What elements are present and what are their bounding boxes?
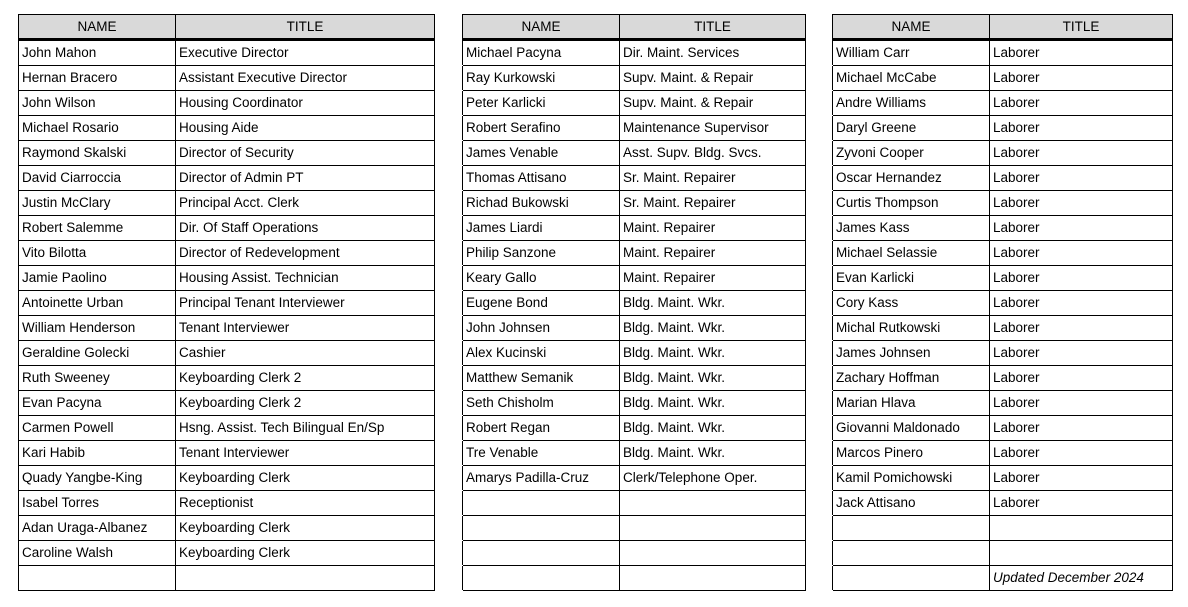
employee-name-cell: James Venable xyxy=(463,141,620,166)
employee-title-cell: Laborer xyxy=(990,341,1173,366)
employee-name-cell: Giovanni Maldonado xyxy=(833,416,990,441)
column-gap xyxy=(435,191,463,216)
employee-name-cell: John Mahon xyxy=(19,40,176,66)
column-gap xyxy=(435,491,463,516)
employee-name-cell: Carmen Powell xyxy=(19,416,176,441)
table-row xyxy=(19,266,1173,291)
column-gap xyxy=(806,541,833,566)
employee-title-cell: Laborer xyxy=(990,166,1173,191)
column-gap xyxy=(435,216,463,241)
employee-name-cell: Vito Bilotta xyxy=(19,241,176,266)
employee-title-cell: Asst. Supv. Bldg. Svcs. xyxy=(620,141,806,166)
column-gap xyxy=(806,316,833,341)
header-name-col-2: NAME xyxy=(463,15,620,40)
employee-name-cell: Michael McCabe xyxy=(833,66,990,91)
employee-name-cell: Kari Habib xyxy=(19,441,176,466)
column-gap xyxy=(435,566,463,591)
column-gap xyxy=(435,416,463,441)
table-row xyxy=(19,391,1173,416)
employee-name-cell: Jamie Paolino xyxy=(19,266,176,291)
employee-title-cell: Laborer xyxy=(990,366,1173,391)
employee-name-cell: Geraldine Golecki xyxy=(19,341,176,366)
employee-name-cell: Seth Chisholm xyxy=(463,391,620,416)
table-row xyxy=(19,141,1173,166)
employee-title-cell: Laborer xyxy=(990,416,1173,441)
employee-name-cell: Matthew Semanik xyxy=(463,366,620,391)
employee-name-cell xyxy=(19,566,176,591)
employee-name-cell: Robert Serafino xyxy=(463,116,620,141)
employee-title-cell: Assistant Executive Director xyxy=(176,66,435,91)
column-gap xyxy=(435,40,463,66)
employee-title-cell: Executive Director xyxy=(176,40,435,66)
column-gap xyxy=(806,216,833,241)
table-row xyxy=(19,316,1173,341)
table-row xyxy=(19,441,1173,466)
employee-name-cell: Zachary Hoffman xyxy=(833,366,990,391)
employee-title-cell: Sr. Maint. Repairer xyxy=(620,191,806,216)
employee-title-cell: Laborer xyxy=(990,141,1173,166)
column-gap xyxy=(435,466,463,491)
column-gap xyxy=(806,516,833,541)
employee-name-cell: Alex Kucinski xyxy=(463,341,620,366)
employee-name-cell: Tre Venable xyxy=(463,441,620,466)
column-gap xyxy=(806,566,833,591)
employee-name-cell: Hernan Bracero xyxy=(19,66,176,91)
column-gap xyxy=(806,91,833,116)
column-gap xyxy=(435,291,463,316)
column-gap xyxy=(806,40,833,66)
column-gap xyxy=(435,15,463,40)
employee-title-cell: Bldg. Maint. Wkr. xyxy=(620,316,806,341)
employee-title-cell: Maint. Repairer xyxy=(620,241,806,266)
employee-name-cell: James Liardi xyxy=(463,216,620,241)
column-gap xyxy=(435,391,463,416)
employee-title-cell: Dir. Maint. Services xyxy=(620,40,806,66)
employee-title-cell xyxy=(990,516,1173,541)
employee-title-cell: Keyboarding Clerk xyxy=(176,466,435,491)
employee-title-cell: Director of Admin PT xyxy=(176,166,435,191)
employee-title-cell: Hsng. Assist. Tech Bilingual En/Sp xyxy=(176,416,435,441)
employee-name-cell xyxy=(463,541,620,566)
column-gap xyxy=(435,166,463,191)
employee-name-cell: Jack Attisano xyxy=(833,491,990,516)
column-gap xyxy=(435,141,463,166)
column-gap xyxy=(435,266,463,291)
employee-title-cell: Keyboarding Clerk xyxy=(176,541,435,566)
employee-title-cell: Tenant Interviewer xyxy=(176,441,435,466)
employee-name-cell: Ruth Sweeney xyxy=(19,366,176,391)
employee-title-cell: Laborer xyxy=(990,466,1173,491)
employee-name-cell: William Henderson xyxy=(19,316,176,341)
employee-name-cell xyxy=(833,566,990,591)
table-row xyxy=(19,191,1173,216)
employee-title-cell: Bldg. Maint. Wkr. xyxy=(620,391,806,416)
column-gap xyxy=(806,466,833,491)
employee-name-cell: Peter Karlicki xyxy=(463,91,620,116)
table-row xyxy=(19,341,1173,366)
column-gap xyxy=(435,91,463,116)
employee-title-cell: Laborer xyxy=(990,216,1173,241)
column-gap xyxy=(806,366,833,391)
table-row xyxy=(19,541,1173,566)
employee-title-cell: Laborer xyxy=(990,266,1173,291)
employee-name-cell: Daryl Greene xyxy=(833,116,990,141)
header-title-col-1: TITLE xyxy=(176,15,435,40)
employee-name-cell: Robert Regan xyxy=(463,416,620,441)
column-gap xyxy=(806,341,833,366)
column-gap xyxy=(435,116,463,141)
table-row xyxy=(19,241,1173,266)
employee-title-cell: Housing Assist. Technician xyxy=(176,266,435,291)
employee-title-cell xyxy=(620,566,806,591)
employee-title-cell: Laborer xyxy=(990,91,1173,116)
employee-title-cell: Bldg. Maint. Wkr. xyxy=(620,291,806,316)
employee-title-cell: Laborer xyxy=(990,40,1173,66)
column-gap xyxy=(806,441,833,466)
employee-name-cell: Keary Gallo xyxy=(463,266,620,291)
employee-name-cell: Caroline Walsh xyxy=(19,541,176,566)
employee-name-cell: Quady Yangbe-King xyxy=(19,466,176,491)
employee-title-cell: Laborer xyxy=(990,491,1173,516)
employee-name-cell: Evan Karlicki xyxy=(833,266,990,291)
table-row xyxy=(19,466,1173,491)
employee-title-cell: Cashier xyxy=(176,341,435,366)
employee-name-cell: Thomas Attisano xyxy=(463,166,620,191)
column-gap xyxy=(435,516,463,541)
column-gap xyxy=(806,291,833,316)
employee-name-cell: Raymond Skalski xyxy=(19,141,176,166)
column-gap xyxy=(806,141,833,166)
column-gap xyxy=(435,66,463,91)
employee-title-cell: Principal Tenant Interviewer xyxy=(176,291,435,316)
column-gap xyxy=(806,15,833,40)
employee-title-cell: Bldg. Maint. Wkr. xyxy=(620,366,806,391)
column-gap xyxy=(806,66,833,91)
employee-title-cell: Laborer xyxy=(990,316,1173,341)
column-gap xyxy=(806,416,833,441)
employee-name-cell: Kamil Pomichowski xyxy=(833,466,990,491)
employee-name-cell: Oscar Hernandez xyxy=(833,166,990,191)
employee-name-cell xyxy=(833,516,990,541)
employee-title-cell: Housing Coordinator xyxy=(176,91,435,116)
employee-name-cell: Zyvoni Cooper xyxy=(833,141,990,166)
employee-name-cell: Isabel Torres xyxy=(19,491,176,516)
column-gap xyxy=(806,166,833,191)
employee-name-cell: John Wilson xyxy=(19,91,176,116)
employee-name-cell: John Johnsen xyxy=(463,316,620,341)
employee-title-cell: Keyboarding Clerk 2 xyxy=(176,391,435,416)
employee-title-cell: Tenant Interviewer xyxy=(176,316,435,341)
table-row xyxy=(19,366,1173,391)
staff-roster-table xyxy=(18,14,1173,591)
roster-body xyxy=(19,40,1173,591)
employee-name-cell: Michael Rosario xyxy=(19,116,176,141)
employee-title-cell: Maint. Repairer xyxy=(620,216,806,241)
employee-name-cell: Antoinette Urban xyxy=(19,291,176,316)
employee-name-cell: Robert Salemme xyxy=(19,216,176,241)
employee-title-cell xyxy=(620,491,806,516)
column-gap xyxy=(806,191,833,216)
header-row xyxy=(19,15,1173,40)
table-row xyxy=(19,116,1173,141)
header-name-col-1: NAME xyxy=(19,15,176,40)
employee-title-cell: Receptionist xyxy=(176,491,435,516)
employee-name-cell: Philip Sanzone xyxy=(463,241,620,266)
column-gap xyxy=(435,441,463,466)
employee-title-cell xyxy=(990,541,1173,566)
employee-name-cell: Justin McClary xyxy=(19,191,176,216)
employee-name-cell: Andre Williams xyxy=(833,91,990,116)
column-gap xyxy=(806,116,833,141)
table-row xyxy=(19,40,1173,66)
employee-name-cell: Amarys Padilla-Cruz xyxy=(463,466,620,491)
employee-name-cell: Cory Kass xyxy=(833,291,990,316)
employee-title-cell: Sr. Maint. Repairer xyxy=(620,166,806,191)
employee-title-cell: Maintenance Supervisor xyxy=(620,116,806,141)
employee-title-cell: Dir. Of Staff Operations xyxy=(176,216,435,241)
employee-title-cell: Clerk/Telephone Oper. xyxy=(620,466,806,491)
employee-title-cell: Housing Aide xyxy=(176,116,435,141)
employee-title-cell: Laborer xyxy=(990,191,1173,216)
employee-title-cell: Supv. Maint. & Repair xyxy=(620,91,806,116)
employee-title-cell: Principal Acct. Clerk xyxy=(176,191,435,216)
employee-title-cell: Laborer xyxy=(990,241,1173,266)
column-gap xyxy=(806,266,833,291)
column-gap xyxy=(806,391,833,416)
column-gap xyxy=(435,541,463,566)
table-row xyxy=(19,566,1173,591)
employee-name-cell: Evan Pacyna xyxy=(19,391,176,416)
table-row xyxy=(19,516,1173,541)
employee-name-cell: William Carr xyxy=(833,40,990,66)
employee-name-cell: James Johnsen xyxy=(833,341,990,366)
column-gap xyxy=(806,491,833,516)
table-row xyxy=(19,416,1173,441)
employee-title-cell: Laborer xyxy=(990,441,1173,466)
table-row xyxy=(19,166,1173,191)
employee-name-cell: Richad Bukowski xyxy=(463,191,620,216)
employee-name-cell: Ray Kurkowski xyxy=(463,66,620,91)
employee-title-cell: Laborer xyxy=(990,391,1173,416)
table-row xyxy=(19,491,1173,516)
column-gap xyxy=(806,241,833,266)
employee-name-cell: Eugene Bond xyxy=(463,291,620,316)
employee-title-cell: Laborer xyxy=(990,291,1173,316)
employee-title-cell: Keyboarding Clerk 2 xyxy=(176,366,435,391)
employee-name-cell: Michal Rutkowski xyxy=(833,316,990,341)
employee-title-cell: Laborer xyxy=(990,66,1173,91)
employee-title-cell: Supv. Maint. & Repair xyxy=(620,66,806,91)
table-row xyxy=(19,91,1173,116)
header-name-col-3: NAME xyxy=(833,15,990,40)
employee-name-cell: David Ciarroccia xyxy=(19,166,176,191)
employee-name-cell xyxy=(463,491,620,516)
column-gap xyxy=(435,241,463,266)
employee-name-cell xyxy=(833,541,990,566)
employee-name-cell: Marcos Pinero xyxy=(833,441,990,466)
table-row xyxy=(19,291,1173,316)
employee-title-cell: Director of Security xyxy=(176,141,435,166)
employee-title-cell: Maint. Repairer xyxy=(620,266,806,291)
column-gap xyxy=(435,316,463,341)
employee-title-cell xyxy=(620,541,806,566)
employee-name-cell: Curtis Thompson xyxy=(833,191,990,216)
employee-name-cell: Michael Selassie xyxy=(833,241,990,266)
employee-title-cell xyxy=(620,516,806,541)
employee-name-cell: Michael Pacyna xyxy=(463,40,620,66)
employee-title-cell: Bldg. Maint. Wkr. xyxy=(620,416,806,441)
employee-title-cell: Bldg. Maint. Wkr. xyxy=(620,441,806,466)
employee-title-cell: Keyboarding Clerk xyxy=(176,516,435,541)
column-gap xyxy=(435,366,463,391)
employee-name-cell xyxy=(463,566,620,591)
employee-title-cell: Laborer xyxy=(990,116,1173,141)
column-gap xyxy=(435,341,463,366)
employee-title-cell: Director of Redevelopment xyxy=(176,241,435,266)
header-title-col-3: TITLE xyxy=(990,15,1173,40)
table-row xyxy=(19,216,1173,241)
updated-date-note: Updated December 2024 xyxy=(990,566,1173,591)
employee-name-cell: James Kass xyxy=(833,216,990,241)
employee-name-cell xyxy=(463,516,620,541)
header-title-col-2: TITLE xyxy=(620,15,806,40)
employee-title-cell: Bldg. Maint. Wkr. xyxy=(620,341,806,366)
employee-title-cell xyxy=(176,566,435,591)
table-row xyxy=(19,66,1173,91)
employee-name-cell: Marian Hlava xyxy=(833,391,990,416)
employee-name-cell: Adan Uraga-Albanez xyxy=(19,516,176,541)
